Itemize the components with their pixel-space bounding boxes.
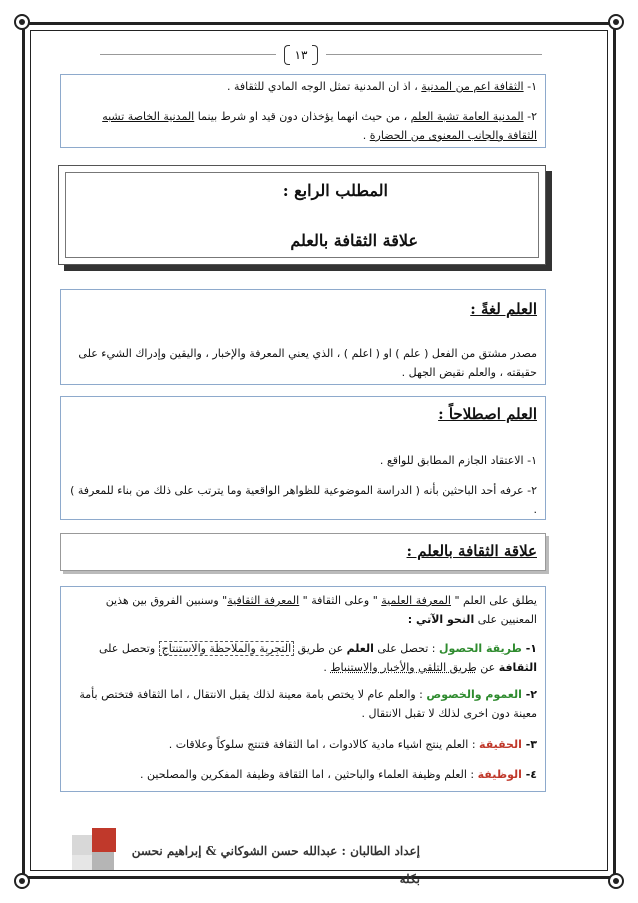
term-definition-box: [60, 396, 546, 520]
lang-definition-text: مصدر مشتق من الفعل ( علم ) او ( اعلم ) ، الذي يعني المعرفة والإخبار ، واليقين وإدراك الشيء على حقيقته ، والعلم نقيض الجهل .: [78, 347, 537, 379]
page-number: ١٣: [284, 45, 318, 65]
term-definition-item-2: ٢- عرفه أحد الباحثين بأنه ( الدراسة الموضوعية للظواهر الواقعية وما يترتب على ذلك من بناء للمعرفة ) .: [70, 484, 537, 516]
footer-square: [92, 828, 116, 852]
corner-ornament: [608, 873, 624, 889]
differences-box: [60, 586, 546, 792]
section-subtitle: علاقة الثقافة بالعلم: [290, 231, 418, 250]
difference-item-2: ٢- العموم والخصوص : والعلم عام لا يختص بامة معينة لذلك يقبل الانتقال ، اما الثقافة فتختص بأمة معينة دون اخرى لذلك لا تقبل الانتقال .: [79, 688, 537, 720]
corner-ornament: [14, 873, 30, 889]
lang-definition-box: [60, 289, 546, 385]
corner-ornament: [608, 14, 624, 30]
footer-square: [92, 852, 114, 870]
lang-definition-heading: العلم لغةً :: [470, 300, 537, 318]
relation-heading: علاقة الثقافة بالعلم :: [406, 542, 537, 560]
footer-credit: إعداد الطالبان : عبدالله حسن الشوكاني & إبراهيم نحسن بكلة: [131, 844, 420, 886]
footer-square: [72, 855, 92, 870]
corner-ornament: [14, 14, 30, 30]
relation-heading-box: [60, 533, 546, 571]
intro-paragraph-2: ٢- المدنية العامة تشبة العلم ، من حيث انهما يؤخذان دون قيد او شرط بينما المدنية الخاصة تشبه الثقافة والجانب المعنوى من الحضارة .: [102, 110, 537, 142]
difference-item-3: ٣- الحقيقة : العلم ينتج اشياء مادية كالادوات ، اما الثقافة فتنتج سلوكاً وعلاقات .: [168, 738, 537, 751]
section-banner-inner: [65, 172, 539, 258]
section-title: المطلب الرابع :: [282, 181, 388, 200]
header-rule-right: [326, 54, 542, 55]
difference-item-1: ١- طريقة الحصول : تحصل على العلم عن طريق التجربة والملاحظة والاستنتاج وتحصل على الثقافة عن طريق التلقي والأخبار والاستنباط .: [98, 642, 537, 674]
footer-square: [72, 835, 92, 855]
term-definition-item-1: ١- الاعتقاد الجازم المطابق للواقع .: [379, 454, 537, 467]
section-banner: [58, 165, 546, 265]
difference-item-4: ٤- الوظيفة : العلم وظيفة العلماء والباحثين ، اما الثقافة وظيفة المفكرين والمصلحين .: [140, 768, 537, 781]
intro-paragraph-1: ١- الثقافة اعم من المدنية ، اذ ان المدنية تمثل الوجه المادي للثقافة .: [226, 80, 537, 93]
intro-box: [60, 74, 546, 148]
term-definition-heading: العلم اصطلاحاً :: [438, 405, 537, 423]
differences-intro: يطلق على العلم " المعرفة العلمية " وعلى الثقافة " المعرفة الثقافية" وسنبين الفروق بين هذين المعنيين على النحو الآتي :: [105, 594, 537, 626]
header-rule-left: [100, 54, 276, 55]
